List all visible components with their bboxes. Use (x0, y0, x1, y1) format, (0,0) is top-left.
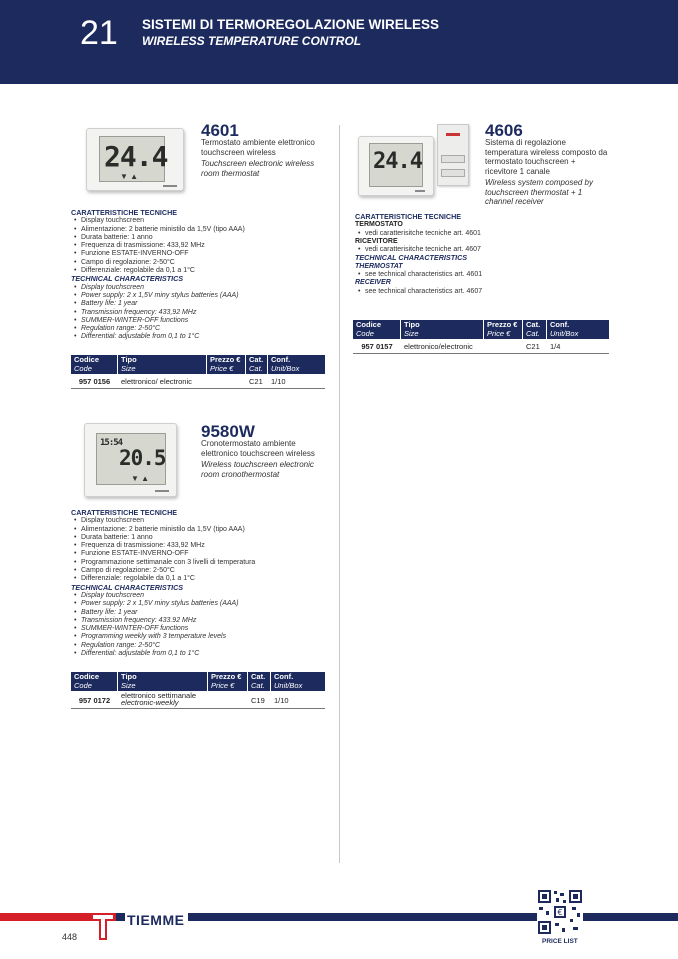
spec-item: • Durata batterie: 1 anno (71, 534, 336, 542)
arrow-buttons-icon: ▼ ▲ (120, 172, 139, 181)
spec-item: • vedi caratterisitche tecniche art. 4601 (355, 230, 615, 238)
cell-cat: C19 (251, 696, 265, 705)
spec-item: • SUMMER-WINTER-OFF functions (71, 317, 336, 325)
column-divider (339, 125, 340, 863)
product-code-9580w: 9580W (201, 422, 255, 441)
col-cat: Cat. Cat. (523, 320, 547, 339)
cell-price (208, 691, 248, 708)
spec-item: • Programmazione settimanale con 3 livelli di temperatura (71, 559, 336, 567)
spec-item: • Differenziale: regolabile da 0,1 a 1°C (71, 575, 336, 583)
cell-code: 957 0157 (361, 342, 393, 351)
table-row (71, 691, 325, 709)
footer-red-band (0, 913, 100, 921)
table-header (353, 320, 609, 339)
col-type: Tipo Size (118, 355, 207, 374)
section-title-it: SISTEMI DI TERMOREGOLAZIONE WIRELESS (142, 17, 440, 32)
spec-item: • Transmission frequency: 433.92 MHz (71, 617, 336, 625)
spec-subheading: RICEVITORE (355, 237, 398, 245)
table-row (71, 374, 325, 389)
col-code: Codice Code (71, 355, 118, 374)
cell-conf: 1/4 (550, 342, 561, 351)
cell-code: 957 0156 (78, 377, 111, 386)
spec-item: • Display touchscreen (71, 217, 336, 225)
spec-item: • Battery life: 1 year (71, 609, 336, 617)
spec-item: • see technical characteristics art. 4601 (355, 271, 615, 279)
thermostat-9580w-image (84, 423, 177, 497)
col-price: Prezzo € Price € (484, 320, 523, 339)
page-header (0, 0, 678, 84)
thermostat-display: 24.4 (104, 140, 168, 173)
spec-item: • see technical characteristics art. 4607 (355, 288, 615, 296)
tiemme-logo-icon (90, 910, 116, 940)
spec-subheading: THERMOSTAT (355, 262, 403, 270)
cell-type (118, 691, 208, 708)
product-code-4601: 4601 (201, 121, 239, 140)
specs-9580w (71, 509, 336, 658)
spec-item: • Campo di regolazione: 2-50°C (71, 567, 336, 575)
table-header (71, 672, 325, 691)
cell-code: 957 0172 (78, 696, 111, 705)
section-title-en: WIRELESS TEMPERATURE CONTROL (142, 34, 362, 48)
cell-price (484, 339, 523, 353)
col-conf: Conf. Unit/Box (274, 672, 303, 690)
cell-cat: C21 (526, 342, 540, 351)
col-cat: Cat. Cat. (246, 355, 268, 374)
arrow-buttons-icon: ▼ ▲ (131, 474, 150, 483)
table-row (353, 339, 609, 354)
spec-item: • Regulation range: 2-50°C (71, 642, 336, 650)
spec-item: • Differential: adjustable from 0,1 to 1°C (71, 333, 336, 341)
col-code: Codice Code (353, 320, 401, 339)
thermostat-screen (99, 136, 168, 182)
thermostat-screen (369, 143, 423, 187)
col-code: Codice Code (71, 672, 118, 691)
spec-item: • Display touchscreen (71, 284, 336, 292)
spec-item: • Frequenza di trasmissione: 433,92 MHz (71, 542, 336, 550)
spec-heading-en: TECHNICAL CHARACTERISTICS (71, 582, 184, 592)
product-desc-en-4601: Touchscreen electronic wireless room thermostat (201, 159, 315, 178)
spec-item: • Power supply: 2 x 1,5V miny stylus batteries (AAA) (71, 292, 336, 300)
cell-type-it: elettronico settimanale (121, 691, 197, 700)
receiver-terminal-icon (441, 169, 465, 177)
product-code-4606: 4606 (485, 121, 523, 140)
brand-name: TIEMME (125, 912, 188, 928)
receiver-4606-image (437, 124, 469, 186)
spec-item: • Display touchscreen (71, 592, 336, 600)
spec-item: • Power supply: 2 x 1,5V miny stylus batteries (AAA) (71, 600, 336, 608)
spec-item: • Campo di regolazione: 2-50°C (71, 259, 336, 267)
col-type: Tipo Size (118, 672, 208, 691)
spec-heading-it: CARATTERISTICHE TECNICHE (71, 208, 178, 217)
spec-heading-it: CARATTERISTICHE TECNICHE (355, 212, 462, 221)
spec-item: • Alimentazione: 2 batterie ministilo da 1,5V (tipo AAA) (71, 526, 336, 534)
page-number: 448 (62, 932, 78, 942)
cell-conf: 1/10 (271, 377, 286, 386)
spec-item: • Regulation range: 2-50°C (71, 325, 336, 333)
spec-subheading: TERMOSTATO (355, 221, 403, 229)
price-table-4601 (71, 355, 325, 389)
cell-cat: C21 (249, 377, 263, 386)
receiver-terminal-icon (441, 155, 465, 163)
product-desc-en-4606: Wireless system composed by touchscreen thermostat + 1 channel receiver (485, 178, 593, 206)
product-desc-en-9580w: Wireless touchscreen electronic room cronothermostat (201, 460, 314, 479)
spec-item: • Display touchscreen (71, 517, 336, 525)
specs-4601 (71, 209, 336, 342)
product-desc-it-4601: Termostato ambiente elettronico touchscreen wireless (201, 138, 315, 157)
brand-mark-icon (155, 490, 169, 492)
spec-item: • Funzione ESTATE-INVERNO-OFF (71, 250, 336, 258)
col-conf: Conf. Unit/Box (550, 320, 579, 338)
brand-mark-icon (163, 185, 177, 187)
spec-item: • Battery life: 1 year (71, 300, 336, 308)
thermostat-time: 15:54 (100, 438, 123, 448)
thermostat-display: 20.5 (119, 446, 166, 470)
cell-type: elettronico/ electronic (121, 377, 192, 386)
receiver-led-icon (446, 133, 460, 136)
cell-type-en: electronic-weekly (121, 698, 179, 707)
specs-4606 (355, 213, 615, 296)
spec-item: • Funzione ESTATE-INVERNO-OFF (71, 550, 336, 558)
spec-heading-it: CARATTERISTICHE TECNICHE (71, 508, 178, 517)
table-header (71, 355, 325, 374)
spec-item: • vedi caratterisitche tecniche art. 4607 (355, 246, 615, 254)
col-type: Tipo Size (401, 320, 484, 339)
cell-type: elettronico/electronic (404, 342, 473, 351)
spec-item: • Frequenza di trasmissione: 433,92 MHz (71, 242, 336, 250)
cell-price (207, 374, 246, 388)
col-price: Prezzo € Price € (208, 672, 248, 691)
thermostat-4606-image (358, 136, 434, 196)
qr-euro-symbol: € (557, 908, 563, 917)
spec-subheading: RECEIVER (355, 279, 391, 287)
brand-mark-icon (415, 190, 425, 192)
cell-conf: 1/10 (274, 696, 289, 705)
spec-item: • Differential: adjustable from 0,1 to 1°C (71, 650, 336, 658)
spec-item: • Programming weekly with 3 temperature levels (71, 633, 336, 641)
spec-item: • Alimentazione: 2 batterie ministilo da 1,5V (tipo AAA) (71, 226, 336, 234)
spec-item: • SUMMER-WINTER-OFF functions (71, 625, 336, 633)
col-price: Prezzo € Price € (207, 355, 246, 374)
qr-code-icon (537, 889, 583, 935)
thermostat-screen (96, 433, 166, 485)
price-table-9580w (71, 672, 325, 709)
thermostat-4601-image (86, 128, 184, 191)
col-conf: Conf. Unit/Box (271, 355, 300, 373)
price-table-4606 (353, 320, 609, 354)
spec-heading-en: TECHNICAL CHARACTERISTICS (355, 253, 468, 263)
col-cat: Cat. Cat. (248, 672, 271, 691)
thermostat-display: 24.4 (373, 149, 422, 174)
product-desc-it-9580w: Cronotermostato ambiente elettronico touchscreen wireless (201, 439, 315, 458)
spec-heading-en: TECHNICAL CHARACTERISTICS (71, 274, 184, 284)
chapter-number: 21 (80, 14, 118, 52)
spec-item: • Differenziale: regolabile da 0,1 a 1°C (71, 267, 336, 275)
product-desc-it-4606: Sistema di regolazione temperatura wireless composto da termostato touchscreen + ricevitore 1 canale (485, 138, 608, 176)
spec-item: • Durata batterie: 1 anno (71, 234, 336, 242)
spec-item: • Transmission frequency: 433,92 MHz (71, 309, 336, 317)
price-list-label: PRICE LIST (542, 938, 578, 945)
